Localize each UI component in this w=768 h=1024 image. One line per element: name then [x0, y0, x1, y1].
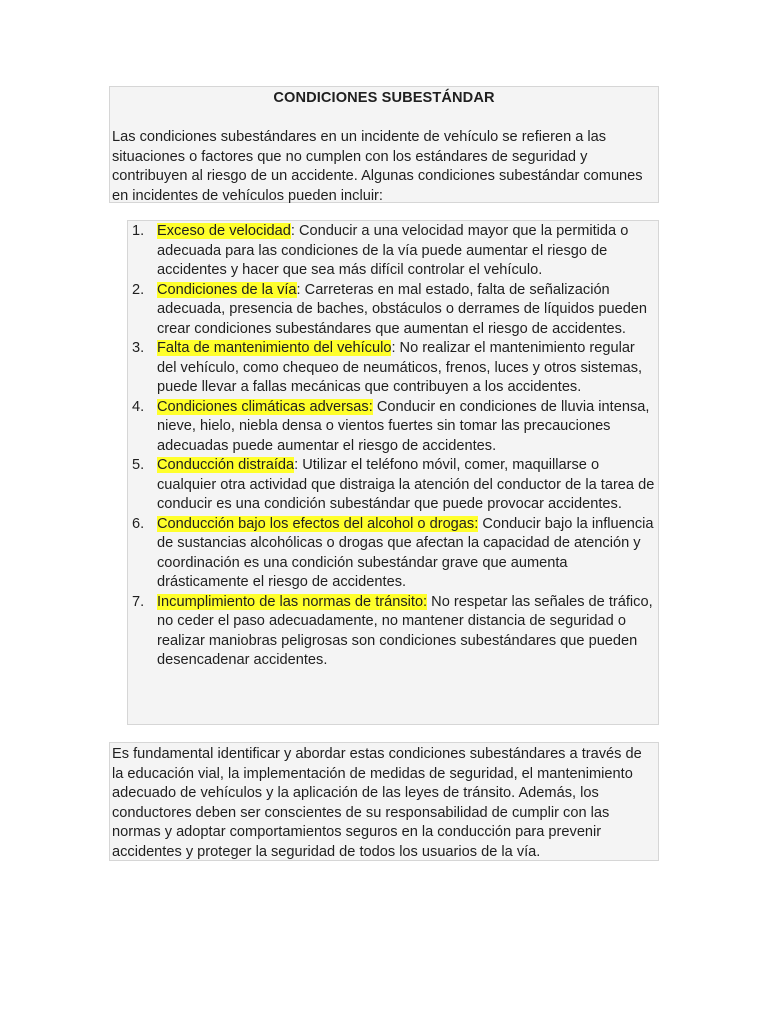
- list-item: [128, 222, 656, 281]
- item-description: Conducir bajo la influencia de sustancias alcohólicas o drogas que afectan la capacidad de atención y coordinación es una condición subestándar grave que aumenta drásticamente el riesgo de accidentes.: [157, 515, 654, 590]
- intro-paragraph: Las condiciones subestándares en un incidente de vehículo se refieren a las situaciones o factores que no cumplen con los estándares de seguridad y contribuyen al riesgo de un accidente. Algunas condiciones subestándar comunes en incidentes de vehículos pueden incluir:: [112, 129, 643, 204]
- item-description: Conducir en condiciones de lluvia intensa, nieve, hielo, niebla densa o vientos fuertes sin tomar las precauciones adecuadas puede aumentar el riesgo de accidentes.: [157, 398, 650, 454]
- list-item: [128, 515, 656, 593]
- item-number: 5.: [132, 457, 145, 473]
- item-number: 2.: [132, 281, 145, 298]
- item-number: 3.: [132, 340, 145, 356]
- document-title: CONDICIONES SUBESTÁNDAR: [273, 90, 495, 106]
- item-description: : Utilizar el teléfono móvil, comer, maquillarse o cualquier otra actividad que distraiga la atención del conductor de la tarea de conducir es una condición subestándar que puede provocar accidentes.: [157, 457, 655, 512]
- item-number: 4.: [132, 398, 145, 415]
- item-term-highlight: Falta de mantenimiento del vehículo: [157, 340, 392, 356]
- item-description: : No realizar el mantenimiento regular del vehículo, como chequeo de neumáticos, frenos, luces y otros sistemas, puede llevar a fallas mecánicas que contribuyen a los accidentes.: [157, 340, 643, 395]
- item-number: 6.: [132, 515, 145, 532]
- closing-paragraph: Es fundamental identificar y abordar estas condiciones subestándares a través de la educación vial, la implementación de medidas de seguridad, el mantenimiento adecuado de vehículos y la aplicación de las leyes de tránsito. Además, los conductores deben ser conscientes de su responsabilidad de cumplir con las normas y adoptar comportamientos seguros en la conducción para prevenir accidentes y proteger la seguridad de todos los usuarios de la vía.: [112, 746, 642, 860]
- item-description: No respetar las señales de tráfico, no ceder el paso adecuadamente, no mantener distancia de seguridad o realizar maniobras peligrosas son condiciones subestándares que pueden desencadenar accidentes.: [157, 593, 653, 668]
- item-term-highlight: Exceso de velocidad: [157, 223, 291, 239]
- closing-section: [109, 742, 659, 861]
- conditions-list: [128, 222, 656, 671]
- item-number: 7.: [132, 593, 145, 610]
- item-term-highlight: Condiciones climáticas adversas:: [157, 398, 373, 415]
- list-item: [128, 456, 656, 515]
- item-term-highlight: Conducción distraída: [157, 457, 295, 473]
- item-term-highlight: Condiciones de la vía: [157, 281, 297, 298]
- item-description: : Conducir a una velocidad mayor que la permitida o adecuada para las condiciones de la vía puede aumentar el riesgo de accidentes y hacer que sea más difícil controlar el vehículo.: [157, 223, 629, 278]
- item-term-highlight: Conducción bajo los efectos del alcohol o drogas:: [157, 515, 479, 532]
- list-item: [128, 398, 656, 457]
- item-description: : Carreteras en mal estado, falta de señalización adecuada, presencia de baches, obstáculos o derrames de líquidos pueden crear condiciones subestándares que aumentan el riesgo de accidentes.: [157, 281, 648, 337]
- list-item: [128, 593, 656, 671]
- list-item: [128, 281, 656, 340]
- intro-section: [109, 86, 659, 203]
- item-term-highlight: Incumplimiento de las normas de tránsito:: [157, 593, 428, 610]
- conditions-list-section: [127, 220, 659, 725]
- item-number: 1.: [132, 223, 145, 239]
- list-item: [128, 339, 656, 398]
